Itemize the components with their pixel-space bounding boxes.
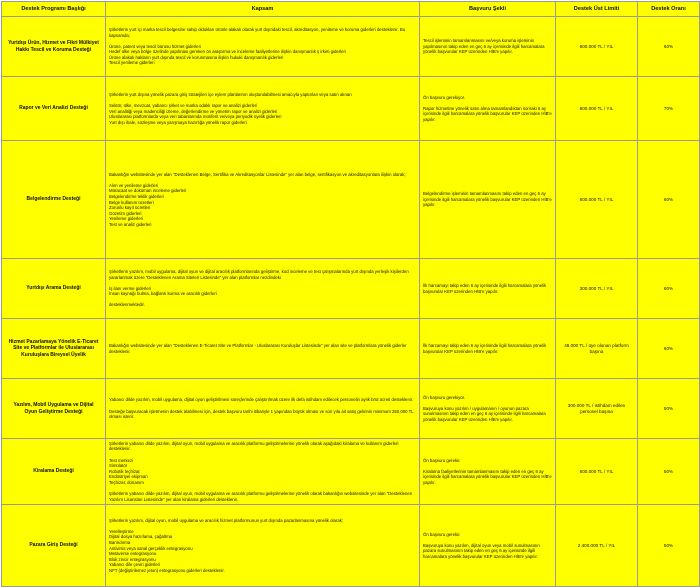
scope-line: Endüstriyel ekipman <box>109 474 148 480</box>
rate-cell: 60% <box>638 259 700 319</box>
scope-line: Barındırma <box>109 539 131 545</box>
scope-line: Şirketlerin yazılım, mobil uygulama, dijital oyun ve dijital aracılık platformlarında geliştirme, kod inceleme ve test çalışmalarında yurt dışında yerleşik kişilerden yararlanmak üzere "Desteklenen Arama Siteleri Listesinde" yer alan platformlar nezdindeki <box>109 268 410 280</box>
scope-line: Ürüne alakalı hakların yurt dışında tescil ve korunmasına ilişkin hukuki danışmanlık giderleri <box>109 54 284 60</box>
scope-line: Bakanlığın websitesinde yer alan "Desteklenen Belge, Sertifika ve Akreditasyonlar Listesinde" yer alan belge, sertifikasyon ve akreditasyonlara ilişkin olarak; <box>109 171 406 177</box>
rate-cell: 60% <box>638 17 700 77</box>
scope-cell <box>106 259 420 319</box>
application-line: Ön başvuru gerekir. <box>423 531 461 537</box>
limit-cell: 600.000 TL / YIL <box>556 141 638 259</box>
scope-cell <box>106 319 420 379</box>
scope-line: NFT (değiştirilemez jeton) entegrasyonu giderleri desteklenir. <box>109 567 225 573</box>
header-scope: Kapsam <box>106 2 420 17</box>
program-title-cell: Belgelendirme Desteği <box>2 141 106 259</box>
program-title-cell: Rapor ve Veri Analizi Desteği <box>2 77 106 141</box>
application-cell <box>420 379 556 439</box>
scope-line: Ürüne, patent veya tescil bürosu hizmet giderleri <box>109 43 201 49</box>
program-title-cell: Yurtdışı Arama Desteği <box>2 259 106 319</box>
scope-line: Yerelleştirme <box>109 528 134 534</box>
scope-line: Dijital dosya hazırlama, çağaltma <box>109 534 173 540</box>
scope-line: Robotik teçhizat <box>109 468 140 474</box>
scope-line: Desteğe başvuracak işletmenin destek alabilmesi için, destek başvuru tarihi itibariyle 1 yapından büyük olması ve son yıla ait satış gelirinin minimum 250.000 TL olması isterir. <box>109 408 415 420</box>
scope-line: Belge kullanım ücretleri <box>109 199 154 205</box>
table-row <box>2 379 700 439</box>
scope-line: Antivirüs veya sanal gerçeklik entegrasyonu <box>109 545 193 551</box>
header-rate: Destek Oranı <box>638 2 700 17</box>
scope-line: Şirketlerin yabancı dilde yazılım, dijital oyun, mobil uygulama ve aracılık platformu geliştirmelerine yönelik olarak bakanlığın websitesinde yer alan "Desteklenen Yazılım Lisansları Listesinde" yer alan kiralama giderleri desteklenir. <box>109 491 414 502</box>
program-title-cell: Pazara Giriş Desteği <box>2 505 106 587</box>
application-line: Ön başvuru gerekir. <box>423 457 461 463</box>
scope-line: Şirketlerin yazılım, dijital oyun, mobil uygulama ve aracılık hizmet platformunun yurt dışında pazarlanmasına yönelik olarak; <box>109 517 344 523</box>
scope-line: desteklenmektedir. <box>109 302 145 308</box>
application-line: İlk harcamayı takip eden 6 ay içerisinde ilgili harcamalara yönelik başvurular KEP üzerinden HİB'e yapılır. <box>423 282 548 294</box>
scope-line: Yurt dışı ihale, sözleşme veya yarışmaya hazırlığa yönelik rapor giderleri <box>109 119 247 125</box>
limit-cell: 600.000 TL / YIL <box>556 439 638 505</box>
table-row <box>2 77 700 141</box>
scope-line: Veri analitiği veya madenciliği izleme, değerlendirme ve yönetim rapor ve analizi giderleri <box>109 108 278 114</box>
rate-cell: 50% <box>638 379 700 439</box>
application-cell <box>420 141 556 259</box>
application-cell <box>420 77 556 141</box>
header-program: Destek Programı Başlığı <box>2 2 106 17</box>
scope-line: Hedef ülke veya bölge özelinde yapılması gereken ön araştırma ve inceleme faaliyetlerine ilişkin danışmanlık ş irketi giderleri <box>109 49 346 55</box>
application-cell <box>420 505 556 587</box>
application-line: Kiralama faaliyetlerinin tamamlanmasını takip eden en geç 6 ay içerisinde ilgili harcamalara yönelik başvurular KEP üzerinden HİB'e yapılır. <box>423 468 553 485</box>
support-programs-table <box>1 1 700 587</box>
application-cell <box>420 319 556 379</box>
limit-cell: 600.000 TL / YIL <box>556 77 638 141</box>
limit-cell: 48.000 TL / üye olunan platform başına <box>556 319 638 379</box>
application-cell <box>420 17 556 77</box>
table-row <box>2 319 700 379</box>
scope-line: Yabancı dilde yazılım, mobil uygulama, dijital oyun geliştirilmesi süreçlerinde çalıştırılmak üzere ilk defa istihdam edilecek personelin aylık brüt ücreti desteklenir. <box>109 397 414 403</box>
application-cell <box>420 259 556 319</box>
application-line: Rapor hizmetine yönelik satın alma tamamlandıktan sonraki 6 ay içerisinde ilgili harcamalara yönelik başvurular KEP üzerinden HİB'e yapılır. <box>423 105 553 122</box>
program-title-cell: Yazılım, Mobil Uygulama ve Dijital Oyun Geliştirme Desteği <box>2 379 106 439</box>
application-cell <box>420 439 556 505</box>
scope-line: Alım ve yenileme giderleri <box>109 182 159 188</box>
scope-line: Gözetim giderleri <box>109 210 142 216</box>
scope-cell <box>106 439 420 505</box>
scope-line: Tescil yenileme giderleri <box>109 60 155 66</box>
table-row <box>2 141 700 259</box>
table-header-row <box>2 2 700 17</box>
scope-cell <box>106 505 420 587</box>
scope-cell <box>106 77 420 141</box>
table-row <box>2 259 700 319</box>
scope-line: Belgelendirme teklik giderleri <box>109 193 164 199</box>
limit-cell: 2.400.000 TL / YIL <box>556 505 638 587</box>
scope-cell <box>106 17 420 77</box>
scope-line: İnsan kaynağı bulma, bağlantı kurma ve aracılık giderleri <box>109 291 217 297</box>
application-line: Tescil işleminin tamamlanmasını ve/veya koruma işleminin yapılmasının takip eden en geç 6 ay içerisinde ilgili harcamalara yönelik başvurular KEP üzerinden HİB'e yapılır. <box>423 38 546 55</box>
scope-line: Test ve analiz giderleri <box>109 221 152 227</box>
program-title-cell: Kiralama Desteği <box>2 439 106 505</box>
scope-line: Yabancı dile çeviri giderleri <box>109 562 161 568</box>
scope-line: Şirketlerin yabancı dilde yazılım, dijital oyun, mobil uygulama ve aracılık platformu geliştirmelerine yönelik olarak aşağıdaki kiralama ve kullanım giderleri desteklenir. <box>109 440 400 452</box>
program-title-cell: Yurtdışı Ürün, Hizmet ve Fikri Mülkiyet Hakkı Tescil ve Koruma Desteği <box>2 17 106 77</box>
scope-line: Metaverse entegrasyonu <box>109 551 157 557</box>
rate-cell: 70% <box>638 77 700 141</box>
scope-line: Şirketlerin yurt içi marka tescil belgesine sahip oldukları ürünle alakalı olarak yurt dışındaki tescil, akreditasyon, yenileme ve koruma giderleri desteklenir. Bu kapsamda; <box>109 26 407 38</box>
scope-line: Zorunlu kayıt ücretleri <box>109 205 151 211</box>
scope-line: Teçhizat, donanım <box>109 479 144 485</box>
scope-line: Müracaat ve doküman inceleme giderleri <box>109 188 187 194</box>
scope-cell <box>106 379 420 439</box>
rate-cell: 60% <box>638 141 700 259</box>
table-row <box>2 505 700 587</box>
application-line: Ön başvuru gerekiyor. <box>423 94 466 100</box>
limit-cell: 300.000 TL / istihdam edilen personel başına <box>556 379 638 439</box>
program-title-cell: Hizmet Pazarlamaya Yönelik E-Ticaret Site ve Platformlar ile Uluslararası Kuruluşlara Bireysel Üyelik <box>2 319 106 379</box>
scope-line: Sektör, ülke, mevzuat, yabancı şirket ve marka odaklı rapor ve analizi giderleri <box>109 102 258 108</box>
rate-cell: 60% <box>638 319 700 379</box>
application-line: Başvuruya konu yazılım / uygulamanın / oyunun pazara sunulmasının takip eden en geç 6 ay içerisinde ilgili harcamalara yönelik başvurular KEP üzerinden HİB'e yapılır. <box>423 405 547 422</box>
scope-line: Yenileme giderleri <box>109 216 143 222</box>
scope-line: Bakanlığın websitesinde yer alan "Desteklenen E-Ticaret Site ve Platformlar - Uluslararası Kuruluşlar Listesinde" yer alan site ve platformlara yönelik giderler desteklenir. <box>109 342 408 354</box>
table-row <box>2 17 700 77</box>
scope-line: Şirketlerin yurt dışına yönelik pazara giriş stratejileri içe eylem planlarının oluşturulabilmesi amacıyla yaptırılan veya satın alınan <box>109 91 352 97</box>
application-line: Ön başvuru gerekiyor. <box>423 394 466 400</box>
header-application: Başvuru Şekli <box>420 2 556 17</box>
header-limit: Destek Üst Limiti <box>556 2 638 17</box>
application-line: Başvuruya konu yazılım, dijital oyun veya mobil sunulmasının pazara sunulmasının takip eden en geç 6 ay içerisinde ilgili harcamalara yönelik başvurular KEP üzerinden HİB'e yapılır. <box>423 542 541 559</box>
application-line: Belgelendirme işleminin tamamlanmasını takip eden en geç 6 ay içerisinde ilgili harcamalara yönelik başvurular KEP üzerinden HİB'e yapılır. <box>423 191 553 208</box>
scope-line: Test merkezi <box>109 457 134 463</box>
scope-line: İş ilanı verme giderleri <box>109 285 152 291</box>
scope-line: Blok zincir entegrasyonu <box>109 556 156 562</box>
application-line: İlk harcamayı takip eden 6 ay içerisinde ilgili harcamalara yönelik başvurular KEP üzerinden HİB'e yapılır. <box>423 342 548 354</box>
scope-line: Uluslararası platformlarda veya veri tabanlarında münferit ve/veya periyodik üyelik giderleri <box>109 114 282 120</box>
limit-cell: 300.000 TL / YIL <box>556 259 638 319</box>
rate-cell: 50% <box>638 505 700 587</box>
scope-line: Simülatör <box>109 463 128 469</box>
table-row <box>2 439 700 505</box>
limit-cell: 600.000 TL / YIL <box>556 17 638 77</box>
scope-cell <box>106 141 420 259</box>
rate-cell: 50% <box>638 439 700 505</box>
